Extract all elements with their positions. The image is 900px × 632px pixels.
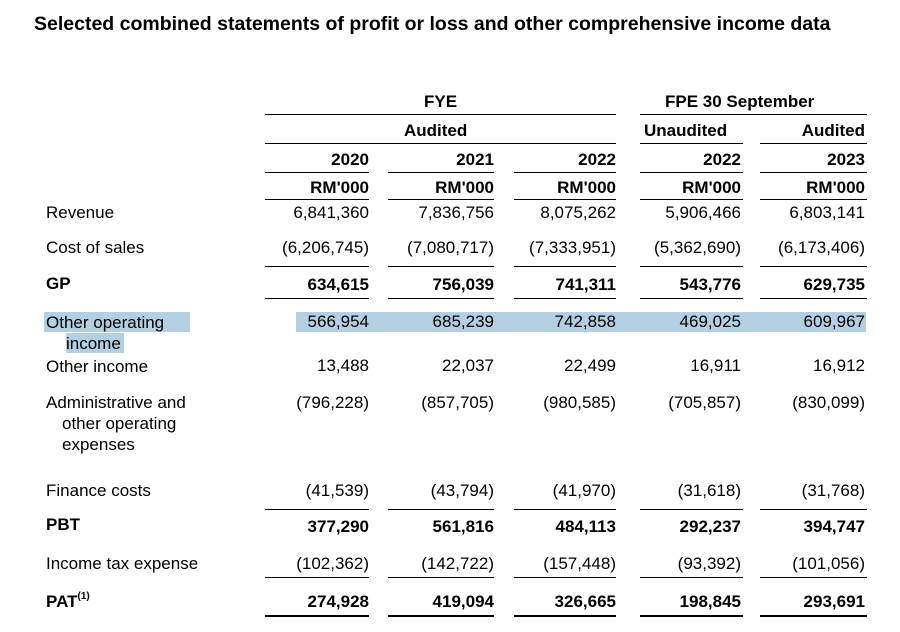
cell: (7,080,717) xyxy=(407,238,494,257)
cell: (31,768) xyxy=(801,481,865,500)
cell: (101,056) xyxy=(792,554,865,573)
rule-unit-4 xyxy=(640,199,743,200)
rule-tax-4 xyxy=(640,577,743,578)
rule-year-2 xyxy=(388,172,494,173)
row-label-other-operating-income-2: income xyxy=(66,334,121,353)
cell: 22,037 xyxy=(442,356,494,375)
rule-audited xyxy=(265,143,616,144)
rule-fin-1 xyxy=(265,509,369,510)
rule-sub-3 xyxy=(514,266,616,267)
cell: (5,362,690) xyxy=(654,238,741,257)
cell: (93,392) xyxy=(677,554,741,573)
row-label-admin-expenses-2: other operating xyxy=(62,414,177,433)
cell: 634,615 xyxy=(307,275,369,294)
unit-col-3: RM'000 xyxy=(557,178,616,197)
rule-sub-1 xyxy=(265,266,369,267)
header-fpe-rule xyxy=(640,114,867,115)
rule-unit-3 xyxy=(514,199,616,200)
cell: 484,113 xyxy=(555,517,616,536)
unit-col-5: RM'000 xyxy=(806,178,865,197)
rule-unaudited xyxy=(640,143,743,144)
rule-tax-1 xyxy=(265,577,369,578)
row-label-income-tax: Income tax expense xyxy=(46,554,199,573)
cell: 293,691 xyxy=(803,592,865,611)
cell: 22,499 xyxy=(564,356,616,375)
rule-pat-3 xyxy=(514,615,616,617)
cell: 377,290 xyxy=(307,517,369,536)
unit-col-1: RM'000 xyxy=(310,178,369,197)
row-label-revenue: Revenue xyxy=(46,203,115,222)
row-label-pbt: PBT xyxy=(46,515,80,534)
rule-sub-2 xyxy=(388,266,494,267)
pat-footnote: (1) xyxy=(77,591,90,603)
cell: 5,906,466 xyxy=(665,203,741,222)
cell: (705,857) xyxy=(668,393,741,412)
rule-gp-2 xyxy=(388,298,494,299)
row-label-other-operating-income: Other operating xyxy=(46,313,165,332)
cell: (796,228) xyxy=(296,393,369,412)
cell: 7,836,756 xyxy=(418,203,494,222)
section-title: Selected combined statements of profit or loss and other comprehensive income data xyxy=(34,13,831,35)
unit-col-4: RM'000 xyxy=(682,178,741,197)
row-label-admin-expenses-3: expenses xyxy=(62,435,135,454)
rule-pat-1 xyxy=(265,615,369,617)
cell: 274,928 xyxy=(307,592,369,611)
rule-pat-2 xyxy=(388,615,494,617)
cell: (6,173,406) xyxy=(778,238,865,257)
row-label-cost-of-sales: Cost of sales xyxy=(46,238,145,257)
rule-year-1 xyxy=(265,172,369,173)
cell: 419,094 xyxy=(432,592,494,611)
cell: (102,362) xyxy=(296,554,369,573)
cell: 16,912 xyxy=(813,356,865,375)
rule-year-3 xyxy=(514,172,616,173)
cell: 6,841,360 xyxy=(293,203,369,222)
year-col-4: 2022 xyxy=(703,150,741,169)
cell: (41,970) xyxy=(552,481,616,500)
cell: (41,539) xyxy=(305,481,369,500)
year-col-5: 2023 xyxy=(827,150,865,169)
cell: 609,967 xyxy=(803,312,865,331)
cell: (43,794) xyxy=(430,481,494,500)
rule-tax-2 xyxy=(388,577,494,578)
cell: (6,206,745) xyxy=(282,238,369,257)
header-fye-rule xyxy=(265,114,616,115)
cell: 685,239 xyxy=(432,312,494,331)
year-col-2: 2021 xyxy=(456,150,494,169)
row-label-finance-costs: Finance costs xyxy=(46,481,151,500)
cell: 16,911 xyxy=(690,356,741,375)
rule-gp-5 xyxy=(760,298,867,299)
row-label-other-income: Other income xyxy=(46,357,149,376)
cell: 561,816 xyxy=(432,517,494,536)
rule-fin-4 xyxy=(640,509,743,510)
cell: (157,448) xyxy=(543,554,616,573)
header-fye: FYE xyxy=(424,92,458,111)
rule-tax-5 xyxy=(760,577,867,578)
rule-gp-4 xyxy=(640,298,743,299)
rule-fin-2 xyxy=(388,509,494,510)
row-label-gp: GP xyxy=(46,274,71,293)
year-col-3: 2022 xyxy=(578,150,616,169)
cell: 742,858 xyxy=(554,312,616,331)
rule-pat-4 xyxy=(640,615,743,617)
cell: (31,618) xyxy=(677,481,741,500)
cell: 8,075,262 xyxy=(540,203,616,222)
rule-pat-5 xyxy=(760,615,867,617)
cell: 198,845 xyxy=(679,592,741,611)
cell: (830,099) xyxy=(792,393,865,412)
cell: 292,237 xyxy=(679,517,741,536)
cell: 543,776 xyxy=(679,275,741,294)
rule-fin-5 xyxy=(760,509,867,510)
header-fpe: FPE 30 September xyxy=(665,92,815,111)
cell: 13,488 xyxy=(317,356,369,375)
rule-year-5 xyxy=(760,172,867,173)
rule-unit-5 xyxy=(760,199,867,200)
row-label-admin-expenses: Administrative and xyxy=(46,393,186,412)
rule-tax-3 xyxy=(514,577,616,578)
rule-gp-1 xyxy=(265,298,369,299)
cell: 741,311 xyxy=(555,275,616,294)
unit-col-2: RM'000 xyxy=(435,178,494,197)
header-audited: Audited xyxy=(404,121,468,140)
cell: 756,039 xyxy=(432,275,494,294)
year-col-1: 2020 xyxy=(331,150,369,169)
rule-sub-4 xyxy=(640,266,743,267)
header-unaudited: Unaudited xyxy=(644,121,728,140)
rule-fin-3 xyxy=(514,509,616,510)
pat-label: PAT xyxy=(46,592,78,611)
rule-unit-2 xyxy=(388,199,494,200)
rule-audited-2 xyxy=(760,143,867,144)
cell: 629,735 xyxy=(803,275,865,294)
cell: 326,665 xyxy=(554,592,616,611)
header-audited-2: Audited xyxy=(801,121,865,140)
cell: (980,585) xyxy=(543,393,616,412)
cell: 566,954 xyxy=(307,312,369,331)
rule-gp-3 xyxy=(514,298,616,299)
rule-year-4 xyxy=(640,172,743,173)
rule-sub-5 xyxy=(760,266,867,267)
cell: 394,747 xyxy=(803,517,865,536)
rule-unit-1 xyxy=(265,199,369,200)
cell: 469,025 xyxy=(679,312,741,331)
cell: (7,333,951) xyxy=(529,238,616,257)
cell: 6,803,141 xyxy=(789,203,865,222)
row-label-pat xyxy=(46,591,90,612)
cell: (857,705) xyxy=(421,393,494,412)
cell: (142,722) xyxy=(421,554,494,573)
